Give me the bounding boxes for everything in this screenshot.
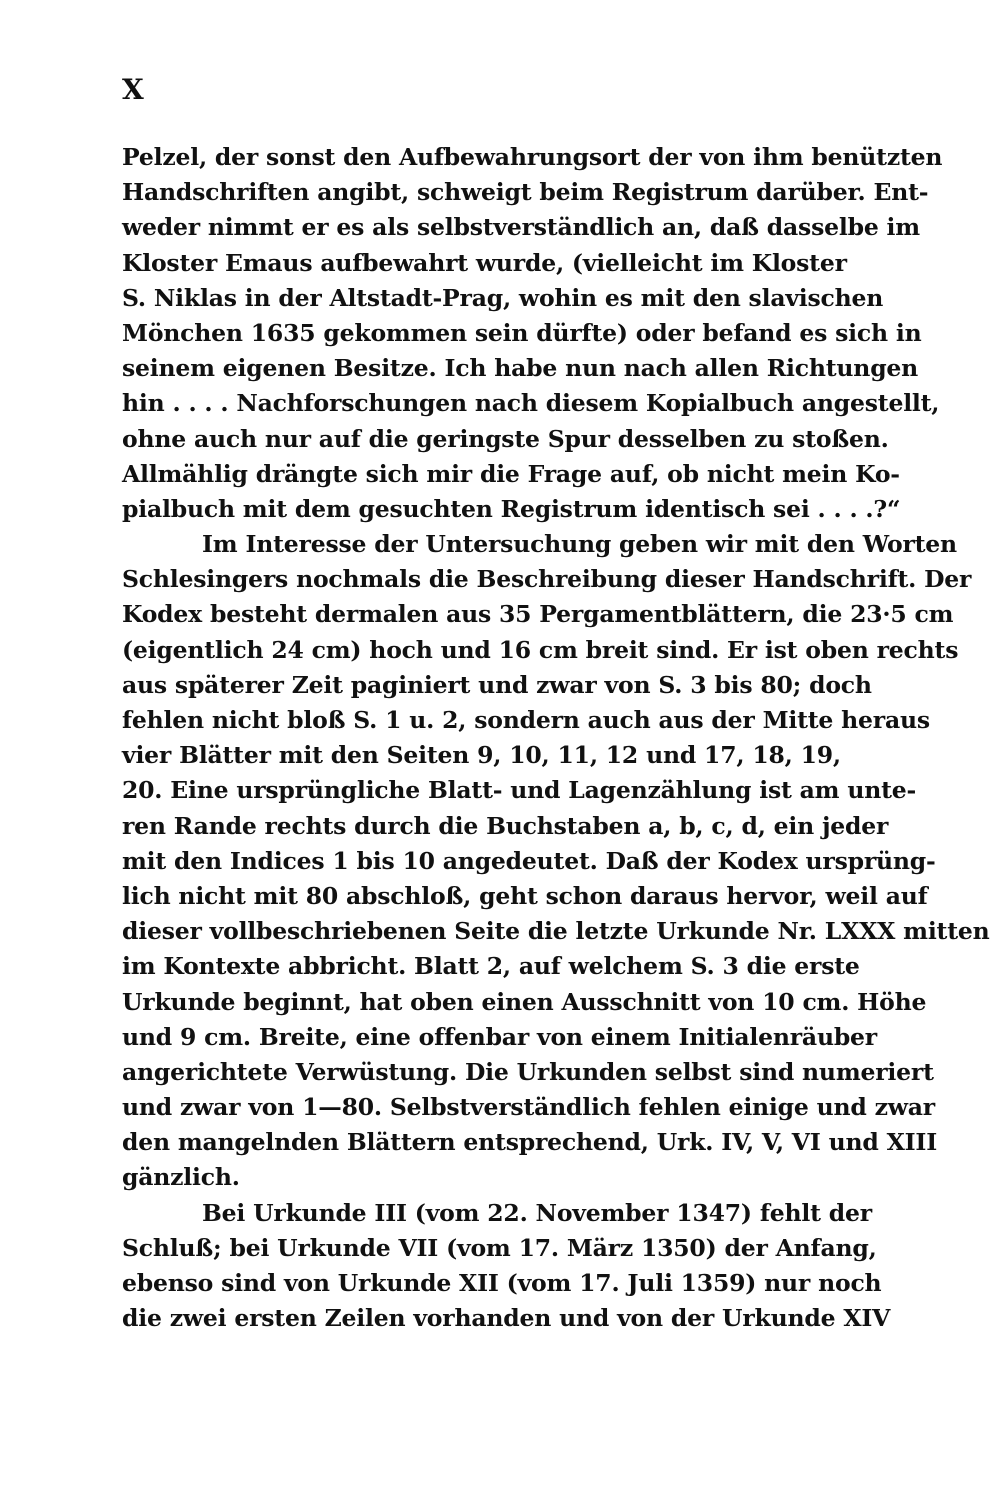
text-line: ebenso sind von Urkunde XII (vom 17. Juli 1359) nur noch — [122, 1269, 882, 1297]
text-line: 20. Eine ursprüngliche Blatt- und Lagenzählung ist am unte- — [122, 776, 917, 805]
text-line: ohne auch nur auf die geringste Spur desselben zu stoßen. — [122, 424, 889, 453]
text-line: lich nicht mit 80 abschloß, geht schon daraus hervor, weil auf — [122, 881, 928, 910]
text-line: im Kontexte abbricht. Blatt 2, auf welchem S. 3 die erste — [122, 952, 860, 981]
text-line: hin . . . . Nachforschungen nach diesem Kopialbuch angestellt, — [122, 389, 940, 418]
text-line: pialbuch mit dem gesuchten Registrum identisch sei . . . .?“ — [122, 494, 901, 523]
text-line: Mönchen 1635 gekommen sein dürfte) oder befand es sich in — [122, 318, 922, 347]
text-line: S. Niklas in der Altstadt-Prag, wohin es mit den slavischen — [122, 283, 884, 312]
text-line: aus späterer Zeit paginiert und zwar von S. 3 bis 80; doch — [122, 670, 872, 699]
text-line: mit den Indices 1 bis 10 angedeutet. Daß der Kodex ursprüng- — [122, 846, 936, 875]
text-line: Kloster Emaus aufbewahrt wurde, (vielleicht im Kloster — [122, 248, 847, 277]
text-line: den mangelnden Blättern entsprechend, Urk. IV, V, VI und XIII — [122, 1128, 938, 1157]
text-line: fehlen nicht bloß S. 1 u. 2, sondern auch aus der Mitte heraus — [122, 706, 930, 734]
text-line: Schluß; bei Urkunde VII (vom 17. März 1350) der Anfang, — [122, 1233, 877, 1262]
page-number: X — [122, 73, 144, 106]
text-line: und zwar von 1—80. Selbstverständlich fehlen einige und zwar — [122, 1093, 935, 1122]
text-line: Allmählig drängte sich mir die Frage auf, ob nicht mein Ko- — [122, 459, 900, 488]
text-line: Handschriften angibt, schweigt beim Registrum darüber. Ent- — [122, 178, 929, 207]
text-line: Schlesingers nochmals die Beschreibung dieser Handschrift. Der — [122, 565, 972, 594]
text-line: Im Interesse der Untersuchung geben wir mit den Worten — [202, 530, 957, 559]
text-line: und 9 cm. Breite, eine offenbar von einem Initialenräuber — [122, 1022, 877, 1051]
text-line: angerichtete Verwüstung. Die Urkunden selbst sind numeriert — [122, 1057, 934, 1086]
text-line: die zwei ersten Zeilen vorhanden und von der Urkunde XIV — [122, 1304, 891, 1333]
text-line: vier Blätter mit den Seiten 9, 10, 11, 12 und 17, 18, 19, — [122, 741, 841, 770]
text-line: ren Rande rechts durch die Buchstaben a, b, c, d, ein jeder — [122, 811, 889, 840]
body-text — [122, 140, 990, 1336]
text-line: gänzlich. — [122, 1163, 240, 1192]
text-line: Pelzel, der sonst den Aufbewahrungsort der von ihm benützten — [122, 143, 943, 171]
text-line: Bei Urkunde III (vom 22. November 1347) fehlt der — [202, 1198, 872, 1227]
text-line: dieser vollbeschriebenen Seite die letzte Urkunde Nr. LXXX mitten — [122, 917, 990, 946]
text-line: weder nimmt er es als selbstverständlich an, daß dasselbe im — [122, 213, 920, 242]
text-line: (eigentlich 24 cm) hoch und 16 cm breit sind. Er ist oben rechts — [122, 635, 959, 664]
text-line: Urkunde beginnt, hat oben einen Ausschnitt von 10 cm. Höhe — [122, 987, 927, 1016]
text-line: seinem eigenen Besitze. Ich habe nun nach allen Richtungen — [122, 354, 919, 383]
text-line: Kodex besteht dermalen aus 35 Pergamentblättern, die 23·5 cm — [122, 600, 954, 629]
